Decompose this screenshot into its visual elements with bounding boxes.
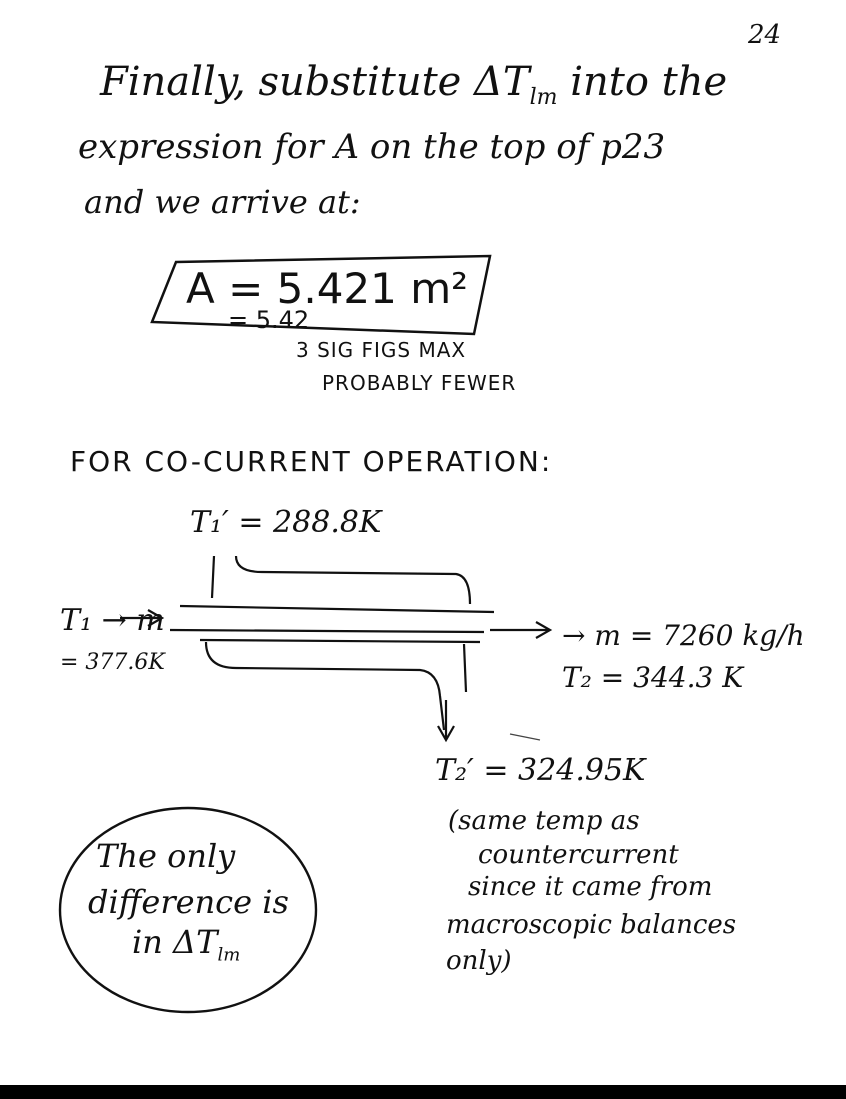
stray-mark (510, 734, 540, 740)
circled-lm-subscript: lm (217, 944, 241, 966)
t1-prime-label: T₁′ = 288.8K (190, 505, 382, 540)
t2-prime-label: T₂′ = 324.95K (435, 753, 646, 788)
tube-upper-line (180, 606, 494, 612)
t1-label: T₁ → m (60, 603, 165, 638)
comment-line-2: countercurrent (478, 840, 679, 870)
comment-line-3: since it came from (468, 872, 713, 902)
comment-line-1: (same temp as (448, 806, 640, 836)
intro-line-3: and we arrive at: (84, 183, 361, 221)
sig-figs-note-2: PROBABLY FEWER (322, 371, 517, 395)
shell-top (212, 556, 470, 604)
sig-figs-note-1: 3 SIG FIGS MAX (296, 338, 467, 362)
result-rounded: = 5.42 (228, 306, 310, 334)
t1-value: = 377.6K (60, 650, 165, 675)
intro-line-2: expression for A on the top of p23 (78, 127, 666, 167)
shell-bottom (206, 642, 466, 730)
tube-lower-line (170, 630, 484, 642)
comment-line-5: only) (446, 946, 512, 976)
scan-bottom-border (0, 1085, 846, 1099)
mass-flow-label: → m = 7260 kg/h (562, 619, 805, 652)
lm-subscript: lm (529, 85, 558, 110)
comment-line-4: macroscopic balances (446, 910, 737, 940)
section-heading: FOR CO-CURRENT OPERATION: (70, 445, 553, 478)
circled-note-line-2: difference is (88, 883, 289, 921)
result-equation: A = 5.421 m² (186, 264, 468, 313)
page-number: 24 (748, 20, 782, 50)
circled-note-line-1: The only (96, 837, 236, 875)
outlet-arrow (490, 622, 550, 638)
t2-label: T₂ = 344.3 K (562, 661, 744, 694)
intro-line-1: Finally, substitute $\Delta T_{lm}$ into the (100, 59, 728, 110)
circled-note-line-3: in $\Delta T_{lm}$ (132, 923, 241, 966)
